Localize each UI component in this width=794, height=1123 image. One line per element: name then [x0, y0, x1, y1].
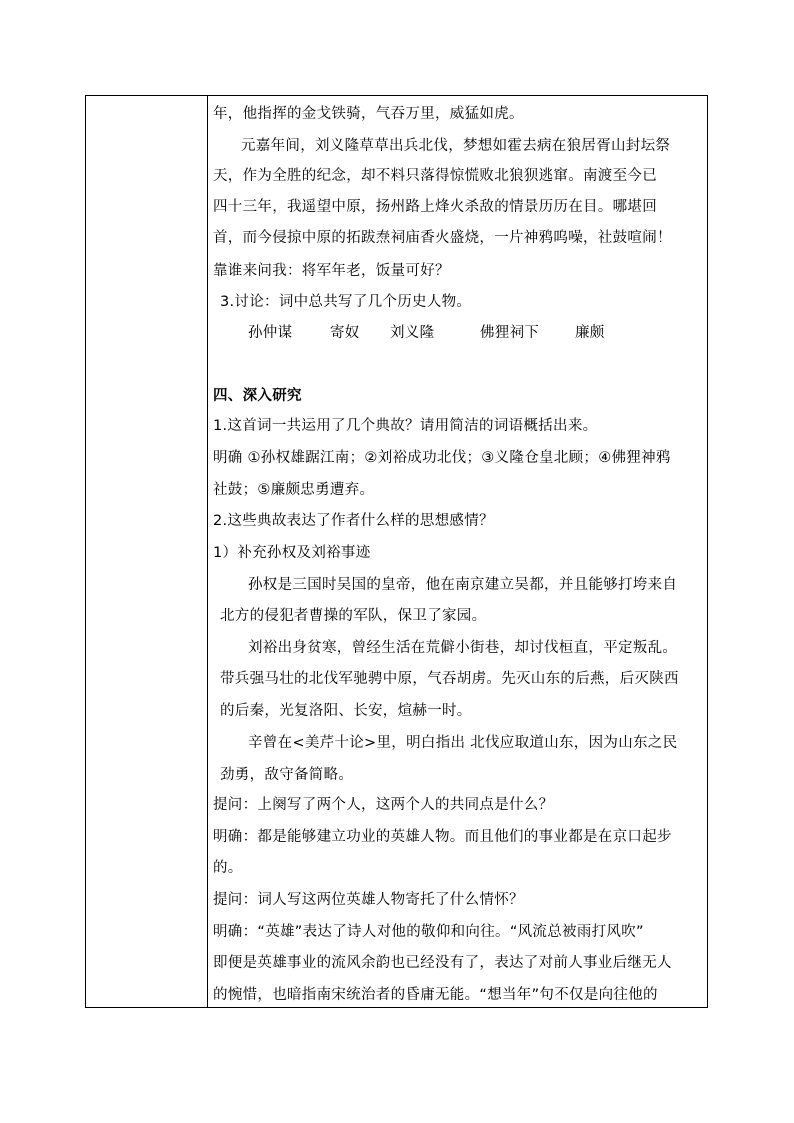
name-liu-yilong: 刘义隆 — [390, 325, 435, 341]
content-cell — [208, 96, 707, 1007]
text-line: 北方的侵犯者曹操的军队，保卫了家园。 — [220, 608, 487, 624]
text-line: 辛曾在<美芹十论>里，明白指出 北伐应取道山东，因为山东之民 — [248, 735, 678, 751]
answer-1-line1: 明确 ①孙权雄踞江南；②刘裕成功北伐；③义隆仓皇北顾；④佛狸神鸦 — [213, 450, 671, 466]
discussion-question: 3.讨论：词中总共写了几个历史人物。 — [220, 294, 472, 310]
name-sun-zhongmou: 孙仲谋 — [248, 325, 293, 341]
answer-1-line2: 社鼓；⑤廉颇忠勇遭弃。 — [213, 482, 375, 498]
text-line: 天，作为全胜的纪念，却不料只落得惊慌败北狼狈逃窜。南渡至今已 — [213, 168, 657, 184]
prompt-question: 提问：上阕写了两个人，这两个人的共同点是什么？ — [213, 797, 554, 813]
text-line: 明确：都是能够建立功业的英雄人物。而且他们的事业都是在京口起步 — [213, 829, 672, 845]
name-lian-po: 廉颇 — [575, 325, 605, 341]
name-folici: 佛狸祠下 — [480, 325, 540, 341]
text-line: 刘裕出身贫寒，曾经生活在荒僻小街巷，却讨伐桓直，平定叛乱。 — [248, 640, 678, 656]
text-line: 四十三年，我遥望中原，扬州路上烽火杀敌的情景历历在目。哪堪回 — [213, 199, 657, 215]
prompt-question: 提问：词人写这两位英雄人物寄托了什么情怀？ — [213, 892, 524, 908]
text-line: 带兵强马壮的北伐军驰骋中原，气吞胡虏。先灭山东的后燕，后灭陕西 — [220, 671, 679, 687]
text-line: 元嘉年间，刘义隆草草出兵北伐，梦想如霍去病在狼居胥山封坛祭 — [241, 138, 671, 154]
text-line: 的惋惜，也暗指南宋统治者的昏庸无能。“想当年”句不仅是向往他的 — [213, 987, 658, 1003]
sub-heading: 1）补充孙权及刘裕事迹 — [213, 545, 371, 561]
text-line: 年，他指挥的金戈铁骑，气吞万里，威猛如虎。 — [213, 106, 524, 122]
text-line: 的后秦，光复洛阳、长安，煊赫一时。 — [220, 703, 472, 719]
text-line: 靠谁来问我：将军年老，饭量可好？ — [213, 263, 450, 279]
section-heading: 四、深入研究 — [213, 388, 302, 404]
text-line: 的。 — [213, 860, 243, 876]
lesson-table — [85, 95, 708, 1008]
name-jinu: 寄奴 — [330, 325, 360, 341]
historical-names-row — [248, 323, 605, 343]
question-2: 2.这些典故表达了作者什么样的思想感情？ — [213, 513, 494, 529]
text-line: 即便是英雄事业的流风余韵也已经没有了，表达了对前人事业后继无人 — [213, 955, 672, 971]
text-line: 明确：“英雄”表达了诗人对他的敬仰和向往。“风流总被雨打风吹” — [213, 924, 644, 940]
text-line: 首，而今侵掠中原的拓跋焘祠庙香火盛烧，一片神鸦呜噪，社鼓喧闹！ — [213, 230, 672, 246]
text-line: 孙权是三国时吴国的皇帝，他在南京建立吴都，并且能够打垮来自 — [248, 577, 678, 593]
text-line: 劲勇，敌守备简略。 — [220, 767, 354, 783]
question-1: 1.这首词一共运用了几个典故？请用简洁的词语概括出来。 — [213, 418, 598, 434]
